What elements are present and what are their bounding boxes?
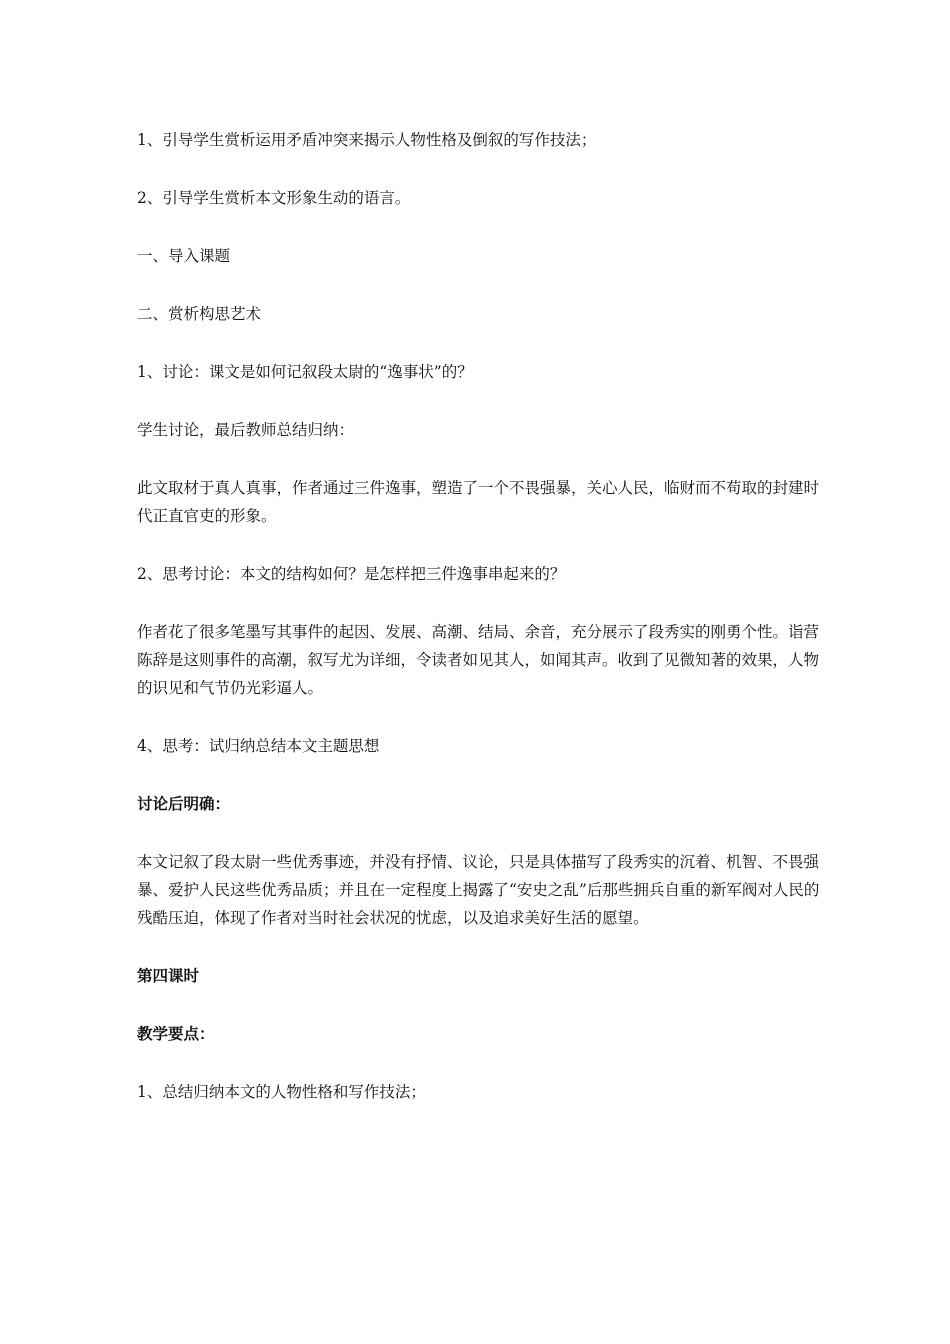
discussion-question-4: 4、思考：试归纳总结本文主题思想 bbox=[137, 737, 380, 755]
objective-item-1: 1、引导学生赏析运用矛盾冲突来揭示人物性格及倒叙的写作技法； bbox=[137, 131, 597, 149]
lesson-heading: 第四课时 bbox=[137, 966, 200, 985]
discussion-answer-2: 作者花了很多笔墨写其事件的起因、发展、高潮、结局、余音，充分展示了段秀实的刚勇个性。诣营陈辞是这则事件的高潮，叙写尤为详细，令读者如见其人，如闻其声。收到了见微知著的效果，人物的识见和气节仍光彩逼人。 bbox=[137, 623, 820, 697]
discussion-question-2: 2、思考讨论：本文的结构如何？是怎样把三件逸事串起来的？ bbox=[137, 565, 566, 583]
conclusion-heading: 讨论后明确： bbox=[137, 794, 231, 813]
discussion-question-1: 1、讨论：课文是如何记叙段太尉的“逸事状”的？ bbox=[137, 363, 473, 381]
discussion-answer-1: 此文取材于真人真事，作者通过三件逸事，塑造了一个不畏强暴，关心人民，临财而不苟取的封建时代正直官吏的形象。 bbox=[137, 479, 820, 525]
objective-item-2: 2、引导学生赏析本文形象生动的语言。 bbox=[137, 189, 411, 207]
teaching-point-1: 1、总结归纳本文的人物性格和写作技法； bbox=[137, 1083, 426, 1101]
document-body bbox=[137, 126, 827, 1136]
teaching-points-heading: 教学要点： bbox=[137, 1024, 215, 1043]
theme-summary: 本文记叙了段太尉一些优秀事迹，并没有抒情、议论，只是具体描写了段秀实的沉着、机智、不畏强暴、爱护人民这些优秀品质；并且在一定程度上揭露了“安史之乱”后那些拥兵自重的新军阀对人民的残酷压迫，体现了作者对当时社会状况的忧虑，以及追求美好生活的愿望。 bbox=[137, 853, 820, 927]
discussion-instruction: 学生讨论，最后教师总结归纳： bbox=[137, 421, 355, 439]
section-heading-intro: 一、导入课题 bbox=[137, 247, 231, 265]
section-heading-structure: 二、赏析构思艺术 bbox=[137, 305, 262, 323]
